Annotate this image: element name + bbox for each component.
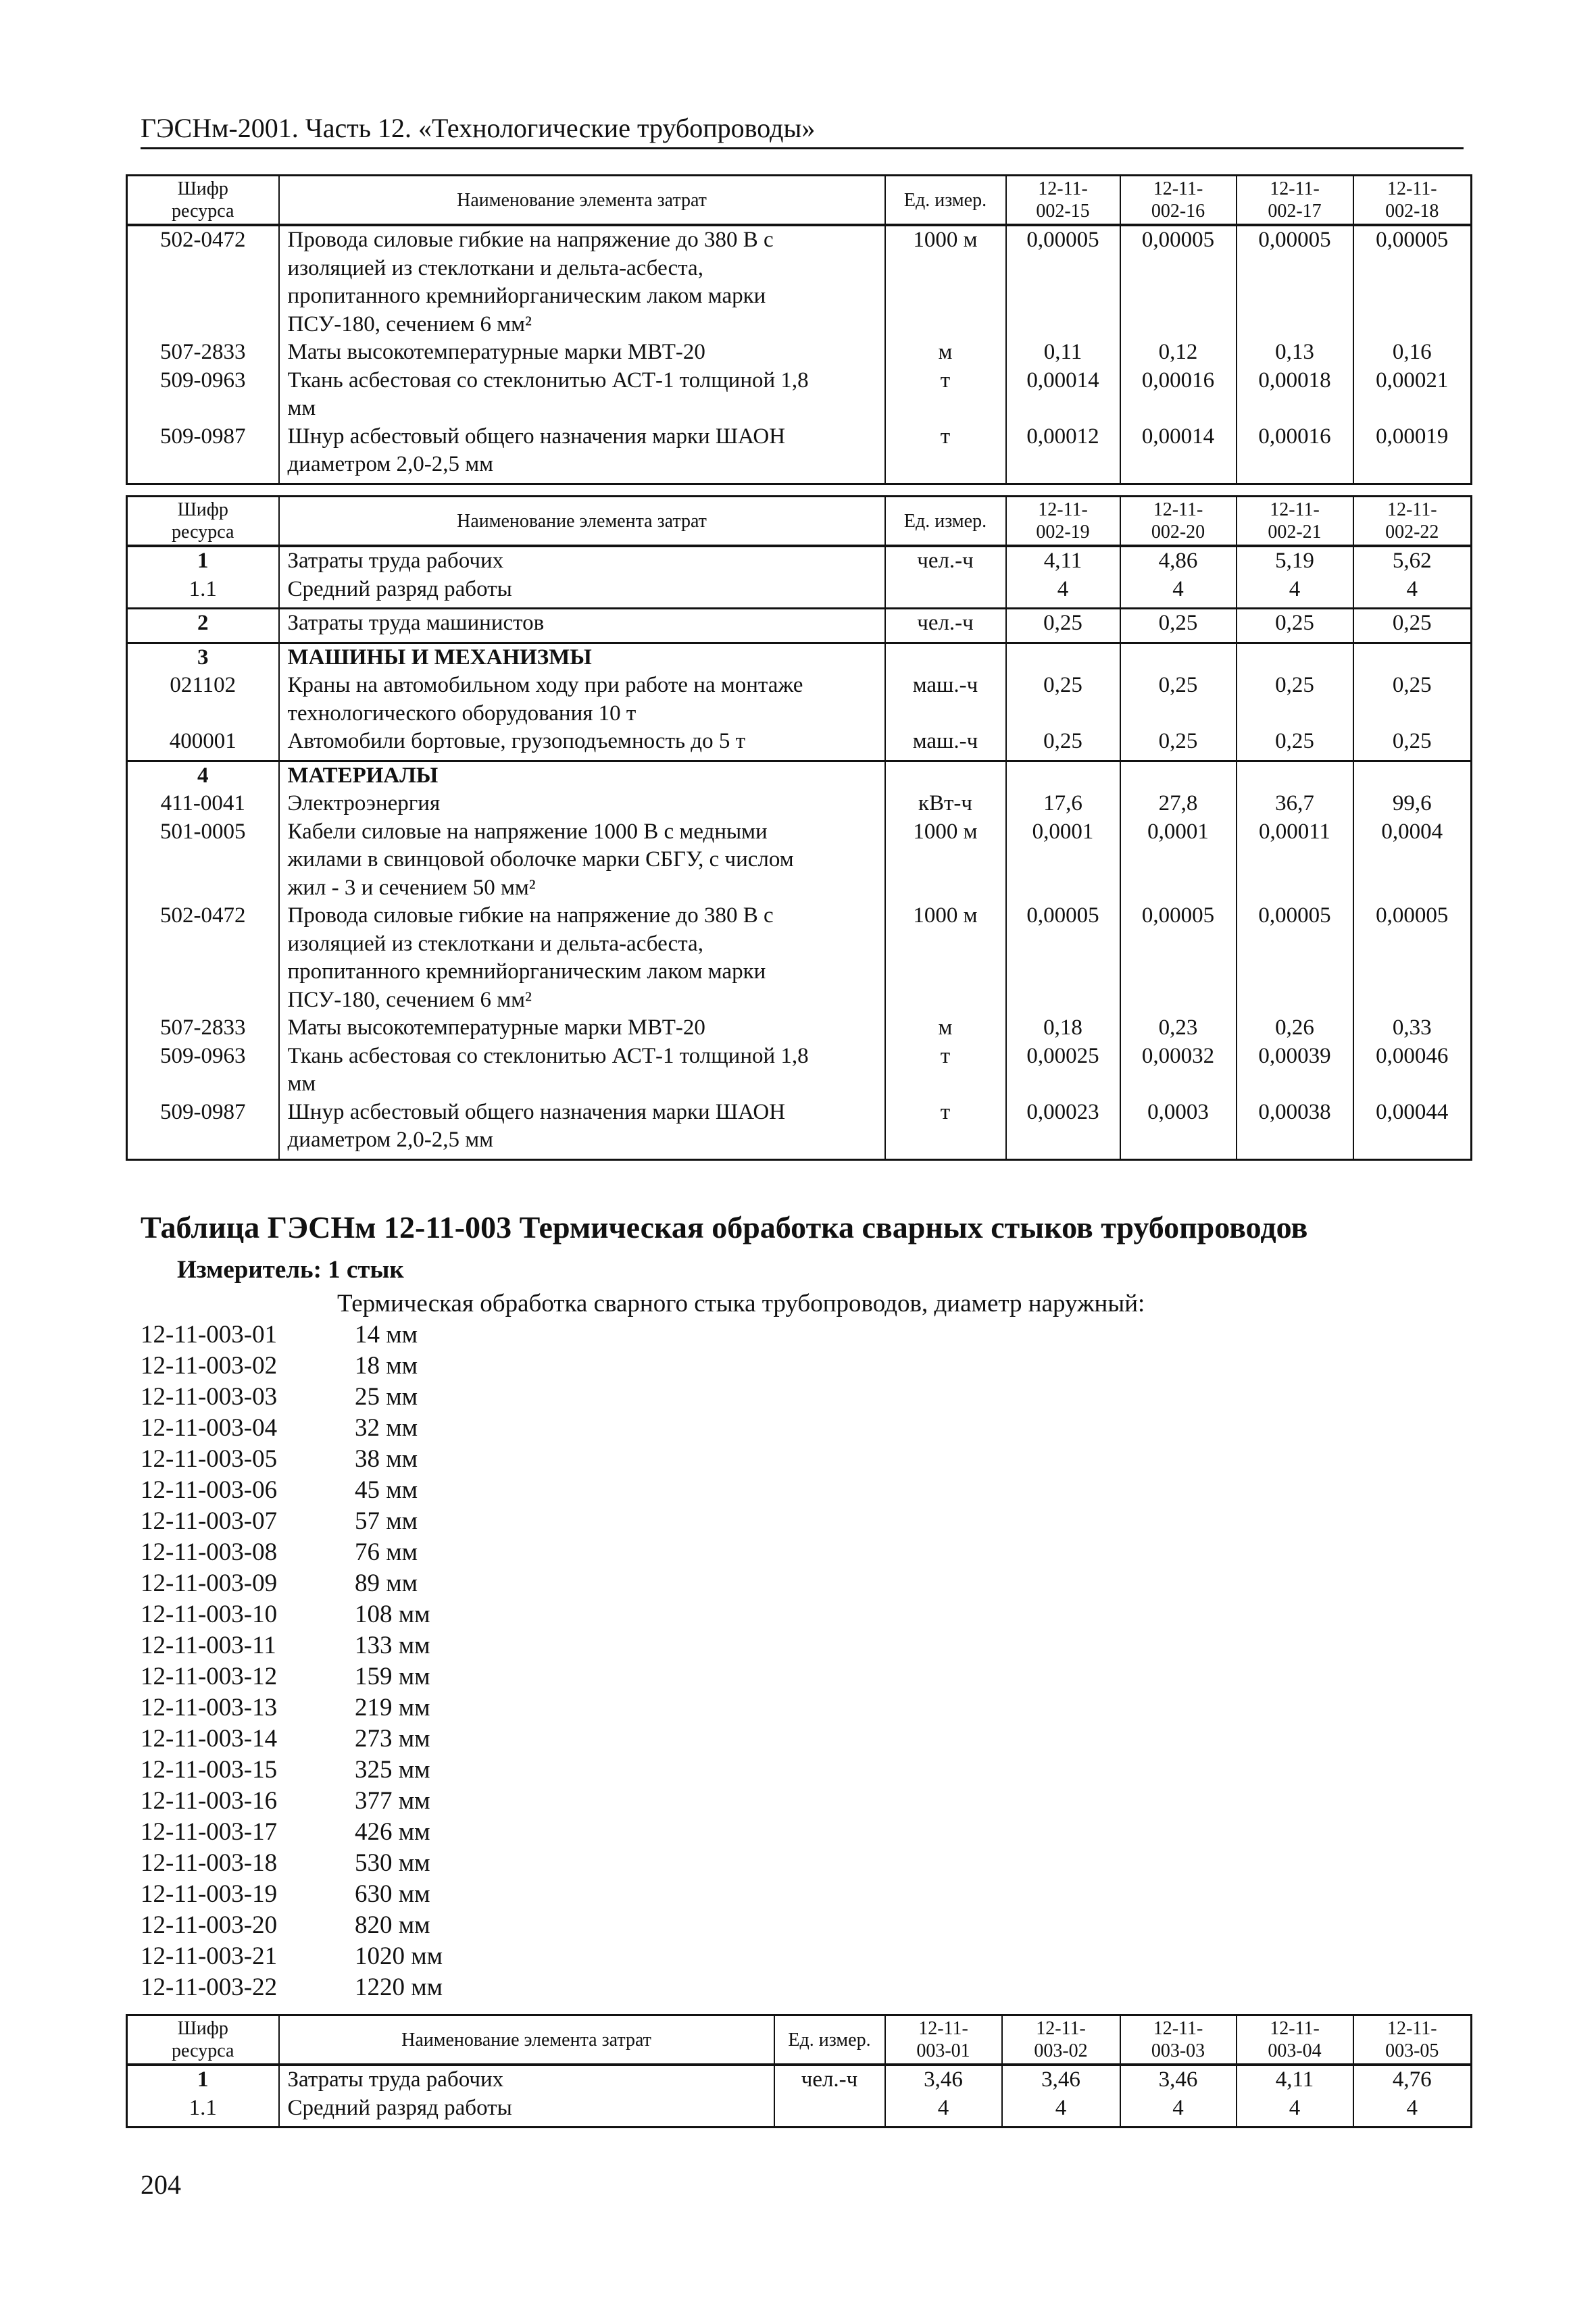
norm-value: 0,00014 bbox=[1120, 423, 1237, 484]
table-row bbox=[127, 818, 1472, 903]
resource-code: 502-0472 bbox=[127, 225, 279, 338]
norm-value: 3,46 bbox=[885, 2065, 1002, 2094]
norm-value: 5,19 bbox=[1237, 546, 1353, 576]
section-title: Таблица ГЭСНм 12-11-003 Термическая обработка сварных стыков трубопроводов bbox=[141, 1210, 1308, 1244]
resource-code: 411-0041 bbox=[127, 790, 279, 818]
unit: кВт-ч bbox=[885, 790, 1006, 818]
table-row bbox=[127, 423, 1472, 484]
resource-table-002-19-22 bbox=[126, 495, 1472, 1161]
table-header-row bbox=[127, 2015, 1472, 2065]
header-norm-code: 12-11- 002-16 bbox=[1120, 176, 1237, 226]
header-norm-code: 12-11- 002-19 bbox=[1006, 497, 1120, 547]
cost-element-name: МАТЕРИАЛЫ bbox=[279, 761, 885, 790]
norm-value: 0,00044 bbox=[1353, 1099, 1472, 1160]
resource-code: 509-0963 bbox=[127, 367, 279, 423]
resource-code: 1 bbox=[127, 2065, 279, 2094]
norm-value: 0,0001 bbox=[1120, 818, 1237, 903]
norm-value bbox=[1353, 761, 1472, 790]
pipe-diameter: 820 мм bbox=[355, 1911, 430, 1939]
resource-table-003-01-05 bbox=[126, 2014, 1472, 2128]
norm-value bbox=[1120, 643, 1237, 672]
norm-value: 4 bbox=[1353, 576, 1472, 609]
norm-code: 12-11-003-02 bbox=[141, 1352, 278, 1380]
pipe-diameter: 89 мм bbox=[355, 1569, 418, 1597]
table-header-row bbox=[127, 176, 1472, 226]
pipe-diameter: 1220 мм bbox=[355, 1973, 443, 2001]
unit: т bbox=[885, 423, 1006, 484]
header-norm-code: 12-11- 002-17 bbox=[1237, 176, 1353, 226]
norm-value: 0,25 bbox=[1353, 672, 1472, 728]
pipe-diameter: 76 мм bbox=[355, 1538, 418, 1566]
resource-code: 1.1 bbox=[127, 2094, 279, 2128]
norm-value: 36,7 bbox=[1237, 790, 1353, 818]
norm-value: 4 bbox=[885, 2094, 1002, 2128]
norm-value: 0,00012 bbox=[1006, 423, 1120, 484]
page-number: 204 bbox=[141, 2169, 181, 2200]
table-row bbox=[127, 1099, 1472, 1160]
resource-code: 400001 bbox=[127, 728, 279, 761]
unit: чел.-ч bbox=[885, 609, 1006, 643]
norm-value: 4 bbox=[1006, 576, 1120, 609]
cost-element-name: Ткань асбестовая со стеклонитью АСТ-1 толщиной 1,8 мм bbox=[279, 1042, 885, 1099]
norm-code: 12-11-003-17 bbox=[141, 1818, 278, 1846]
norm-code: 12-11-003-12 bbox=[141, 1663, 278, 1690]
unit bbox=[885, 761, 1006, 790]
resource-code: 501-0005 bbox=[127, 818, 279, 903]
norm-value: 4,76 bbox=[1353, 2065, 1472, 2094]
resource-code: 502-0472 bbox=[127, 902, 279, 1014]
header-resource-code: Шифр ресурса bbox=[127, 2015, 279, 2065]
header-norm-code: 12-11- 003-03 bbox=[1120, 2015, 1237, 2065]
norm-value bbox=[1120, 761, 1237, 790]
cost-element-name: Маты высокотемпературные марки МВТ-20 bbox=[279, 1014, 885, 1042]
header-norm-code: 12-11- 003-04 bbox=[1237, 2015, 1353, 2065]
pipe-diameter: 1020 мм bbox=[355, 1942, 443, 1970]
pipe-diameter: 530 мм bbox=[355, 1849, 430, 1877]
norm-code: 12-11-003-19 bbox=[141, 1880, 278, 1908]
header-norm-code: 12-11- 003-02 bbox=[1002, 2015, 1120, 2065]
unit: чел.-ч bbox=[885, 546, 1006, 576]
norm-value: 0,00032 bbox=[1120, 1042, 1237, 1099]
norm-value: 0,11 bbox=[1006, 338, 1120, 367]
table-row bbox=[127, 643, 1472, 672]
norm-code: 12-11-003-10 bbox=[141, 1601, 278, 1628]
pipe-diameter: 219 мм bbox=[355, 1694, 430, 1721]
norm-value: 0,00021 bbox=[1353, 367, 1472, 423]
header-divider bbox=[141, 147, 1464, 149]
cost-element-name: Провода силовые гибкие на напряжение до 380 В с изоляцией из стеклоткани и дельта-асбеста, пропитанного кремнийорганическим лаком марки ПСУ-180, сечением 6 мм² bbox=[279, 902, 885, 1014]
unit bbox=[885, 643, 1006, 672]
header-norm-code: 12-11- 003-05 bbox=[1353, 2015, 1472, 2065]
norm-value: 0,25 bbox=[1353, 609, 1472, 643]
norm-value: 0,25 bbox=[1120, 672, 1237, 728]
pipe-diameter: 38 мм bbox=[355, 1445, 418, 1473]
unit: т bbox=[885, 367, 1006, 423]
cost-element-name: Ткань асбестовая со стеклонитью АСТ-1 толщиной 1,8 мм bbox=[279, 367, 885, 423]
pipe-diameter: 325 мм bbox=[355, 1756, 430, 1784]
norm-value: 0,00011 bbox=[1237, 818, 1353, 903]
unit: маш.-ч bbox=[885, 728, 1006, 761]
resource-code: 1 bbox=[127, 546, 279, 576]
cost-element-name: Краны на автомобильном ходу при работе на монтаже технологического оборудования 10 т bbox=[279, 672, 885, 728]
unit: маш.-ч bbox=[885, 672, 1006, 728]
table-row bbox=[127, 546, 1472, 576]
norm-code: 12-11-003-13 bbox=[141, 1694, 278, 1721]
resource-code: 2 bbox=[127, 609, 279, 643]
cost-element-name: Шнур асбестовый общего назначения марки ШАОН диаметром 2,0-2,5 мм bbox=[279, 1099, 885, 1160]
norm-code: 12-11-003-05 bbox=[141, 1445, 278, 1473]
norm-value: 0,26 bbox=[1237, 1014, 1353, 1042]
norm-value: 17,6 bbox=[1006, 790, 1120, 818]
norm-code: 12-11-003-09 bbox=[141, 1569, 278, 1597]
norm-value: 0,25 bbox=[1006, 672, 1120, 728]
norm-value: 4,86 bbox=[1120, 546, 1237, 576]
table-row bbox=[127, 367, 1472, 423]
norm-value: 0,23 bbox=[1120, 1014, 1237, 1042]
header-norm-code: 12-11- 002-21 bbox=[1237, 497, 1353, 547]
norm-code: 12-11-003-16 bbox=[141, 1787, 278, 1815]
unit: т bbox=[885, 1042, 1006, 1099]
norm-value: 0,25 bbox=[1006, 728, 1120, 761]
pipe-diameter: 630 мм bbox=[355, 1880, 430, 1908]
pipe-diameter: 25 мм bbox=[355, 1383, 418, 1411]
norm-value: 0,0001 bbox=[1006, 818, 1120, 903]
norm-code: 12-11-003-03 bbox=[141, 1383, 278, 1411]
section-meter: Измеритель: 1 стык bbox=[177, 1256, 404, 1284]
header-cost-element-name: Наименование элемента затрат bbox=[279, 497, 885, 547]
norm-value: 0,00016 bbox=[1120, 367, 1237, 423]
pipe-diameter: 108 мм bbox=[355, 1601, 430, 1628]
cost-element-name: Затраты труда машинистов bbox=[279, 609, 885, 643]
norm-value: 0,0004 bbox=[1353, 818, 1472, 903]
pipe-diameter: 14 мм bbox=[355, 1321, 418, 1349]
norm-value: 0,16 bbox=[1353, 338, 1472, 367]
cost-element-name: Шнур асбестовый общего назначения марки ШАОН диаметром 2,0-2,5 мм bbox=[279, 423, 885, 484]
norm-value: 4,11 bbox=[1006, 546, 1120, 576]
norm-value: 0,00023 bbox=[1006, 1099, 1120, 1160]
norm-code: 12-11-003-14 bbox=[141, 1725, 278, 1753]
norm-code: 12-11-003-08 bbox=[141, 1538, 278, 1566]
resource-code: 021102 bbox=[127, 672, 279, 728]
norm-code: 12-11-003-20 bbox=[141, 1911, 278, 1939]
table-row bbox=[127, 728, 1472, 761]
norm-value: 0,25 bbox=[1120, 609, 1237, 643]
cost-element-name: МАШИНЫ И МЕХАНИЗМЫ bbox=[279, 643, 885, 672]
pipe-diameter: 133 мм bbox=[355, 1632, 430, 1659]
norm-value: 4 bbox=[1120, 2094, 1237, 2128]
norm-value: 0,00005 bbox=[1237, 902, 1353, 1014]
table-row bbox=[127, 225, 1472, 338]
table-row bbox=[127, 338, 1472, 367]
unit: 1000 м bbox=[885, 225, 1006, 338]
norm-value: 3,46 bbox=[1002, 2065, 1120, 2094]
norm-value: 0,12 bbox=[1120, 338, 1237, 367]
resource-code: 507-2833 bbox=[127, 338, 279, 367]
table-row bbox=[127, 902, 1472, 1014]
resource-code: 509-0987 bbox=[127, 423, 279, 484]
header-norm-code: 12-11- 002-20 bbox=[1120, 497, 1237, 547]
norm-value: 27,8 bbox=[1120, 790, 1237, 818]
norm-value: 4,11 bbox=[1237, 2065, 1353, 2094]
header-norm-code: 12-11- 002-18 bbox=[1353, 176, 1472, 226]
cost-element-name: Кабели силовые на напряжение 1000 В с медными жилами в свинцовой оболочке марки СБГУ, с числом жил - 3 и сечением 50 мм² bbox=[279, 818, 885, 903]
norm-value: 0,00005 bbox=[1353, 902, 1472, 1014]
unit: чел.-ч bbox=[774, 2065, 885, 2094]
norm-value: 0,00016 bbox=[1237, 423, 1353, 484]
cost-element-name: Средний разряд работы bbox=[279, 2094, 774, 2128]
norm-value: 0,00039 bbox=[1237, 1042, 1353, 1099]
resource-code: 509-0987 bbox=[127, 1099, 279, 1160]
norm-code: 12-11-003-07 bbox=[141, 1507, 278, 1535]
unit: м bbox=[885, 338, 1006, 367]
norm-value: 0,00014 bbox=[1006, 367, 1120, 423]
norm-value: 0,00025 bbox=[1006, 1042, 1120, 1099]
running-head: ГЭСНм-2001. Часть 12. «Технологические трубопроводы» bbox=[141, 113, 816, 143]
cost-element-name: Затраты труда рабочих bbox=[279, 2065, 774, 2094]
norm-value: 0,00005 bbox=[1006, 225, 1120, 338]
pipe-diameter: 273 мм bbox=[355, 1725, 430, 1753]
pipe-diameter: 159 мм bbox=[355, 1663, 430, 1690]
norm-value bbox=[1353, 643, 1472, 672]
resource-code: 1.1 bbox=[127, 576, 279, 609]
norm-value: 4 bbox=[1120, 576, 1237, 609]
norm-code: 12-11-003-04 bbox=[141, 1414, 278, 1442]
resource-table-002-15-18 bbox=[126, 174, 1472, 485]
header-unit: Ед. измер. bbox=[885, 176, 1006, 226]
table-row bbox=[127, 2065, 1472, 2094]
norm-value bbox=[1237, 761, 1353, 790]
table-row bbox=[127, 576, 1472, 609]
norm-code: 12-11-003-11 bbox=[141, 1632, 276, 1659]
norm-value: 0,00018 bbox=[1237, 367, 1353, 423]
unit: 1000 м bbox=[885, 902, 1006, 1014]
resource-code: 4 bbox=[127, 761, 279, 790]
norm-value: 0,00005 bbox=[1237, 225, 1353, 338]
cost-element-name: Автомобили бортовые, грузоподъемность до 5 т bbox=[279, 728, 885, 761]
norm-value: 4 bbox=[1237, 576, 1353, 609]
norm-value bbox=[1237, 643, 1353, 672]
header-unit: Ед. измер. bbox=[885, 497, 1006, 547]
norm-value: 0,0003 bbox=[1120, 1099, 1237, 1160]
header-unit: Ед. измер. bbox=[774, 2015, 885, 2065]
header-norm-code: 12-11- 002-15 bbox=[1006, 176, 1120, 226]
table-row bbox=[127, 1042, 1472, 1099]
header-norm-code: 12-11- 003-01 bbox=[885, 2015, 1002, 2065]
cost-element-name: Электроэнергия bbox=[279, 790, 885, 818]
header-cost-element-name: Наименование элемента затрат bbox=[279, 2015, 774, 2065]
resource-code: 3 bbox=[127, 643, 279, 672]
pipe-diameter: 377 мм bbox=[355, 1787, 430, 1815]
norm-value: 0,00046 bbox=[1353, 1042, 1472, 1099]
header-resource-code: Шифр ресурса bbox=[127, 497, 279, 547]
norm-value: 0,00019 bbox=[1353, 423, 1472, 484]
cost-element-name: Затраты труда рабочих bbox=[279, 546, 885, 576]
table-row bbox=[127, 761, 1472, 790]
norm-value: 3,46 bbox=[1120, 2065, 1237, 2094]
norm-value bbox=[1006, 643, 1120, 672]
norm-value: 4 bbox=[1002, 2094, 1120, 2128]
norm-code: 12-11-003-18 bbox=[141, 1849, 278, 1877]
norm-value: 4 bbox=[1353, 2094, 1472, 2128]
table-row bbox=[127, 2094, 1472, 2128]
pipe-diameter: 45 мм bbox=[355, 1476, 418, 1504]
header-resource-code: Шифр ресурса bbox=[127, 176, 279, 226]
pipe-diameter: 32 мм bbox=[355, 1414, 418, 1442]
section-description: Термическая обработка сварного стыка трубопроводов, диаметр наружный: bbox=[337, 1290, 1145, 1317]
cost-element-name: Маты высокотемпературные марки МВТ-20 bbox=[279, 338, 885, 367]
unit: т bbox=[885, 1099, 1006, 1160]
norm-value: 0,25 bbox=[1237, 728, 1353, 761]
table-row bbox=[127, 790, 1472, 818]
norm-value: 0,00005 bbox=[1120, 902, 1237, 1014]
header-cost-element-name: Наименование элемента затрат bbox=[279, 176, 885, 226]
cost-element-name: Провода силовые гибкие на напряжение до 380 В с изоляцией из стеклоткани и дельта-асбеста, пропитанного кремнийорганическим лаком марки ПСУ-180, сечением 6 мм² bbox=[279, 225, 885, 338]
norm-code: 12-11-003-22 bbox=[141, 1973, 278, 2001]
table-row bbox=[127, 609, 1472, 643]
unit: 1000 м bbox=[885, 818, 1006, 903]
table-row bbox=[127, 1014, 1472, 1042]
cost-element-name: Средний разряд работы bbox=[279, 576, 885, 609]
norm-value: 0,18 bbox=[1006, 1014, 1120, 1042]
norm-value: 0,33 bbox=[1353, 1014, 1472, 1042]
norm-value: 4 bbox=[1237, 2094, 1353, 2128]
unit: м bbox=[885, 1014, 1006, 1042]
norm-code: 12-11-003-06 bbox=[141, 1476, 278, 1504]
norm-value: 0,00005 bbox=[1120, 225, 1237, 338]
unit bbox=[774, 2094, 885, 2128]
norm-value: 5,62 bbox=[1353, 546, 1472, 576]
header-norm-code: 12-11- 002-22 bbox=[1353, 497, 1472, 547]
norm-value: 0,25 bbox=[1120, 728, 1237, 761]
norm-code: 12-11-003-15 bbox=[141, 1756, 278, 1784]
norm-code: 12-11-003-21 bbox=[141, 1942, 278, 1970]
table-row bbox=[127, 672, 1472, 728]
norm-value: 0,25 bbox=[1237, 672, 1353, 728]
norm-value: 99,6 bbox=[1353, 790, 1472, 818]
norm-value: 0,25 bbox=[1237, 609, 1353, 643]
norm-value bbox=[1006, 761, 1120, 790]
resource-code: 507-2833 bbox=[127, 1014, 279, 1042]
norm-value: 0,00038 bbox=[1237, 1099, 1353, 1160]
pipe-diameter: 57 мм bbox=[355, 1507, 418, 1535]
norm-code: 12-11-003-01 bbox=[141, 1321, 278, 1349]
norm-value: 0,25 bbox=[1006, 609, 1120, 643]
pipe-diameter: 18 мм bbox=[355, 1352, 418, 1380]
norm-value: 0,13 bbox=[1237, 338, 1353, 367]
norm-value: 0,25 bbox=[1353, 728, 1472, 761]
pipe-diameter: 426 мм bbox=[355, 1818, 430, 1846]
norm-value: 0,00005 bbox=[1006, 902, 1120, 1014]
resource-code: 509-0963 bbox=[127, 1042, 279, 1099]
norm-value: 0,00005 bbox=[1353, 225, 1472, 338]
unit bbox=[885, 576, 1006, 609]
table-header-row bbox=[127, 497, 1472, 547]
